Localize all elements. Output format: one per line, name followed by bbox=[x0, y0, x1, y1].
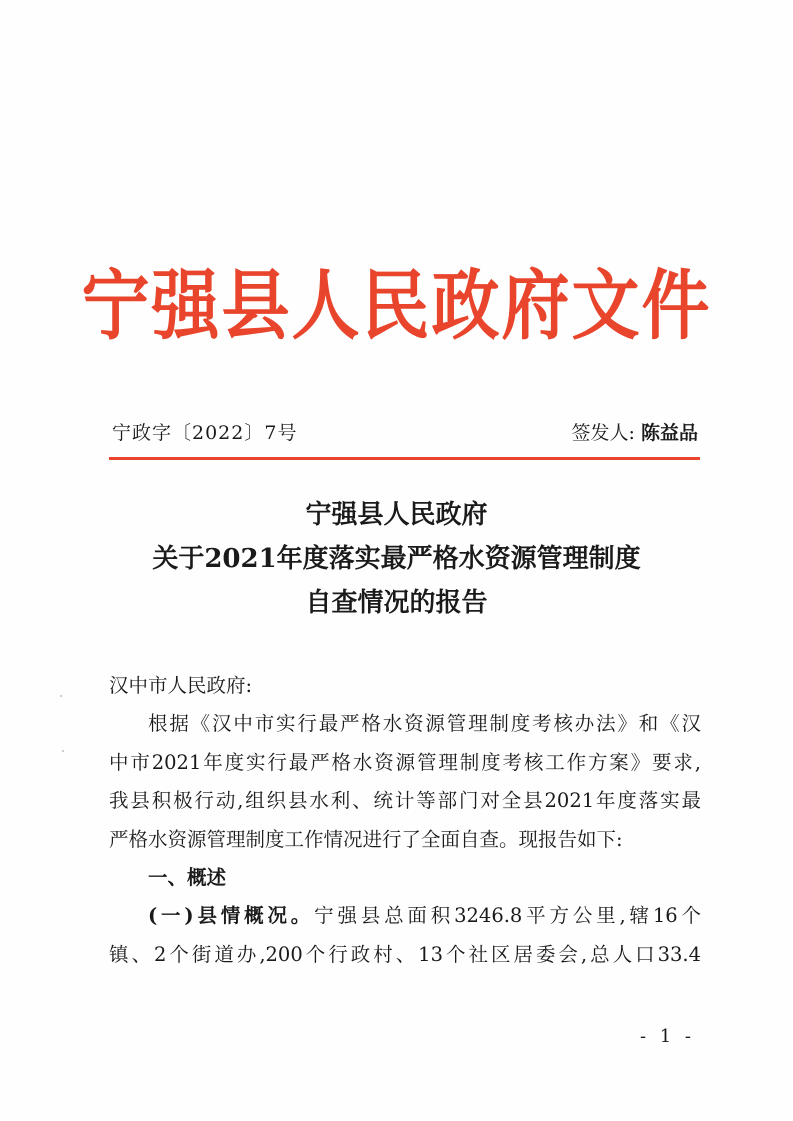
section-heading-text: 一、概述 bbox=[148, 866, 227, 889]
document-number: 宁政字〔2022〕7号 bbox=[112, 422, 298, 444]
scan-speck bbox=[60, 695, 62, 697]
issuer-title: 宁强县人民政府文件 bbox=[81, 261, 712, 352]
report-title-line: 关于2021年度落实最严格水资源管理制度 bbox=[152, 544, 641, 574]
paragraph-line: 镇、2个街道办,200个行政村、13个社区居委会,总人口33.4 bbox=[109, 942, 701, 966]
report-title bbox=[0, 493, 793, 625]
paragraph-line: 中市2021年度实行最严格水资源管理制度考核工作方案》要求, bbox=[109, 750, 701, 774]
red-divider-rule bbox=[109, 457, 700, 460]
salutation: 汉中市人民政府: bbox=[109, 674, 253, 697]
paragraph-line: 我县积极行动,组织县水利、统计等部门对全县2021年度落实最 bbox=[109, 789, 701, 812]
paragraph-line: 严格水资源管理制度工作情况进行了全面自查。现报告如下: bbox=[109, 827, 623, 851]
page-number: - 1 - bbox=[639, 1026, 695, 1047]
paragraph-line: 根据《汉中市实行最严格水资源管理制度考核办法》和《汉 bbox=[148, 712, 701, 735]
section-heading bbox=[109, 859, 740, 898]
signer-name: 陈益品 bbox=[640, 422, 698, 444]
subsection-text: 宁强县总面积3246.8平方公里,辖16个 bbox=[314, 904, 701, 927]
subsection-lead: (一)县情概况。 bbox=[148, 904, 315, 927]
subsection-paragraph bbox=[109, 897, 701, 974]
scan-speck bbox=[62, 750, 64, 752]
signer-label: 签发人: bbox=[571, 422, 635, 444]
report-title-line: 自查情况的报告 bbox=[305, 588, 488, 618]
paragraph-line bbox=[109, 897, 701, 936]
report-title-line: 宁强县人民政府 bbox=[305, 500, 488, 530]
signer-block bbox=[572, 418, 698, 445]
intro-paragraph bbox=[109, 705, 701, 859]
